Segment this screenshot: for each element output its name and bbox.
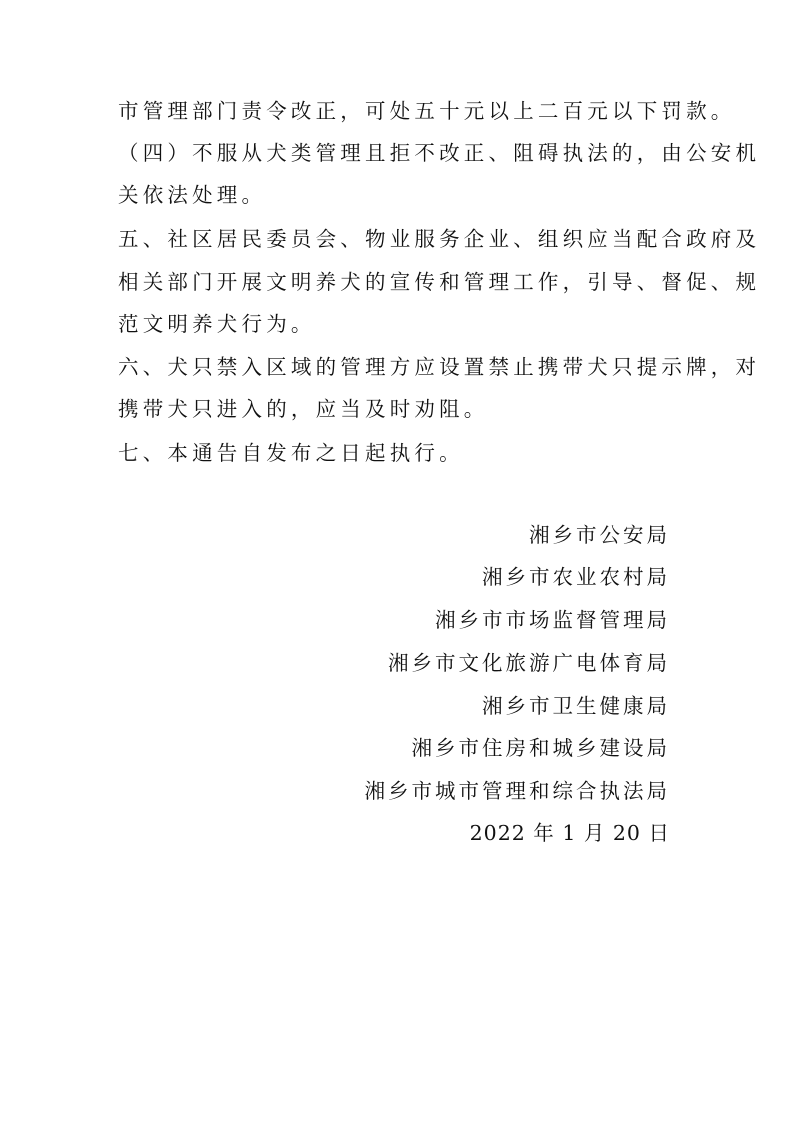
signature-housing-bureau: 湘乡市住房和城乡建设局 bbox=[411, 736, 670, 760]
signature-agriculture-bureau: 湘乡市农业农村局 bbox=[482, 565, 670, 589]
body-line-4: 五、社区居民委员会、物业服务企业、组织应当配合政府及 bbox=[118, 227, 761, 251]
body-line-6: 范文明养犬行为。 bbox=[118, 312, 316, 336]
signature-public-security-bureau: 湘乡市公安局 bbox=[529, 523, 670, 547]
body-line-9: 七、本通告自发布之日起执行。 bbox=[118, 441, 464, 465]
body-line-5: 相关部门开展文明养犬的宣传和管理工作，引导、督促、规 bbox=[118, 270, 761, 294]
body-line-2: （四）不服从犬类管理且拒不改正、阻碍执法的，由公安机 bbox=[118, 141, 761, 165]
issue-date: 2022 年 1 月 20 日 bbox=[469, 821, 670, 845]
signature-market-supervision-bureau: 湘乡市市场监督管理局 bbox=[435, 608, 670, 632]
body-line-8: 携带犬只进入的，应当及时劝阻。 bbox=[118, 397, 489, 421]
body-line-7: 六、犬只禁入区域的管理方应设置禁止携带犬只提示牌，对 bbox=[118, 355, 761, 379]
body-line-1: 市管理部门责令改正，可处五十元以上二百元以下罚款。 bbox=[118, 99, 736, 123]
signature-health-bureau: 湘乡市卫生健康局 bbox=[482, 694, 670, 718]
body-line-3: 关依法处理。 bbox=[118, 183, 267, 207]
signature-urban-management-bureau: 湘乡市城市管理和综合执法局 bbox=[364, 779, 670, 803]
signature-culture-tourism-bureau: 湘乡市文化旅游广电体育局 bbox=[388, 651, 670, 675]
